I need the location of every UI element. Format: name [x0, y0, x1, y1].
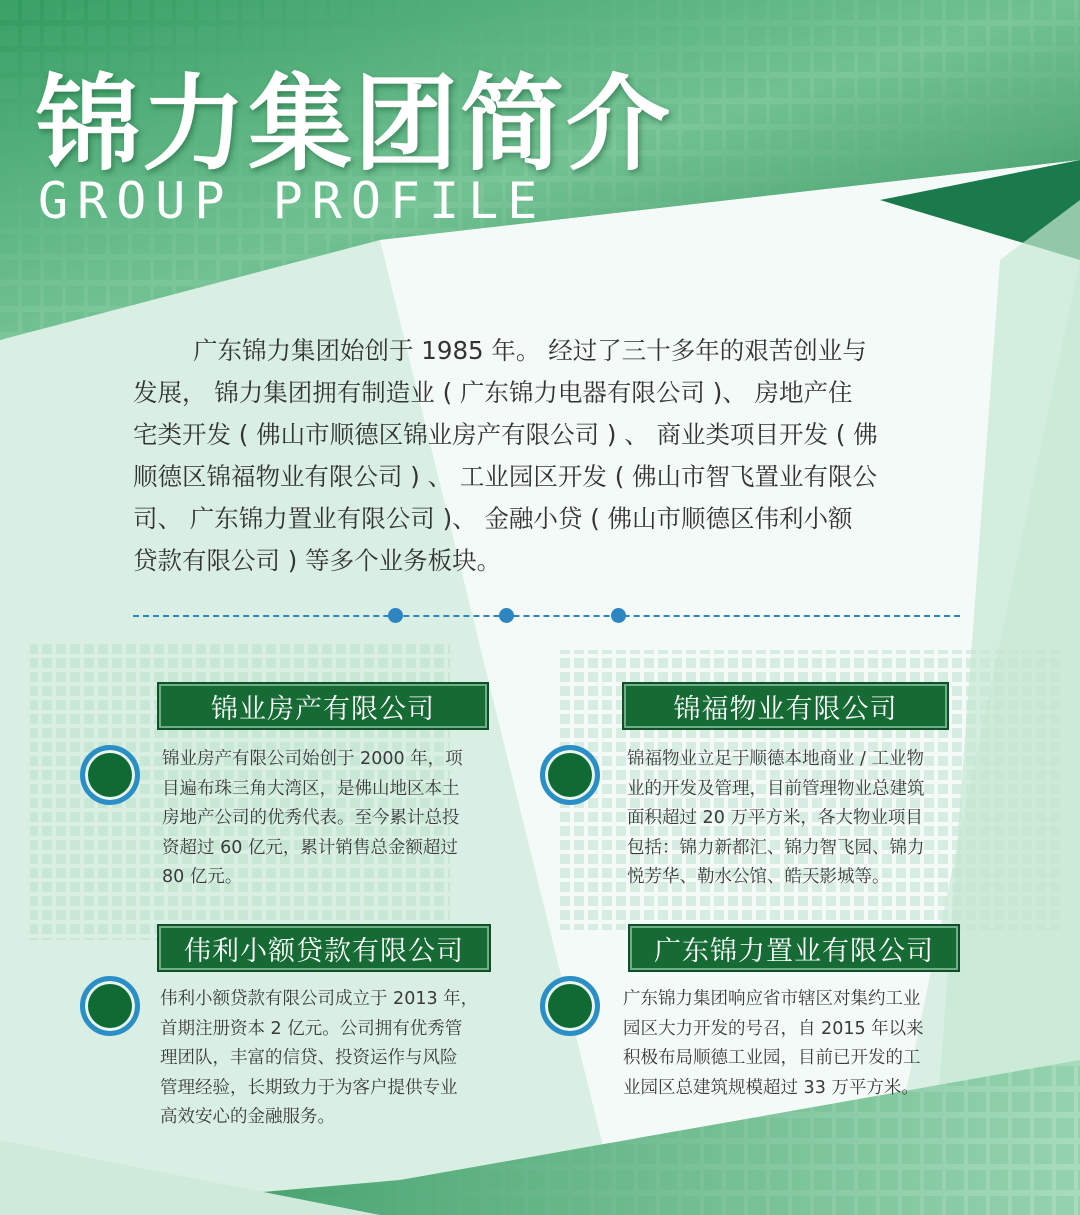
dashed-divider	[133, 615, 960, 617]
intro-line: 发展， 锦力集团拥有制造业 ( 广东锦力电器有限公司 )、 房地产住	[133, 378, 853, 407]
company-desc-weili	[160, 985, 478, 1133]
divider-dot	[499, 608, 514, 623]
desc-line: 积极布局顺德工业园，目前已开发的工	[623, 1048, 921, 1068]
desc-line: 80 亿元。	[162, 867, 243, 887]
desc-line: 理团队，丰富的信贷、投资运作与风险	[160, 1048, 458, 1068]
company-desc-jinfu	[627, 745, 925, 893]
bullet-circle-icon	[80, 745, 140, 805]
intro-line: 贷款有限公司 ) 等多个业务板块。	[133, 546, 502, 575]
bullet-circle-icon	[540, 976, 600, 1036]
company-desc-jinye	[162, 745, 463, 893]
divider-dot	[611, 608, 626, 623]
desc-line: 业的开发及管理，目前管理物业总建筑	[627, 778, 925, 799]
divider-dot	[388, 608, 403, 623]
desc-line: 面积超过 20 万平方米，各大物业项目	[627, 808, 923, 828]
page-subtitle: GROUP PROFILE	[38, 172, 547, 230]
intro-line: 顺德区锦福物业有限公司 ) 、 工业园区开发 ( 佛山市智飞置业有限公	[133, 462, 878, 491]
desc-line: 锦业房产有限公司始创于 2000 年，项	[162, 749, 463, 769]
desc-line: 目遍布珠三角大湾区，是佛山地区本土	[162, 778, 460, 799]
company-desc-guangdong-jinli	[623, 985, 924, 1103]
bullet-circle-icon	[80, 976, 140, 1036]
desc-line: 管理经验，长期致力于为客户提供专业	[160, 1077, 458, 1098]
company-title-guangdong-jinli: 广东锦力置业有限公司	[628, 924, 960, 972]
desc-line: 锦福物业立足于顺德本地商业 / 工业物	[627, 749, 925, 769]
desc-line: 高效安心的金融服务。	[160, 1107, 335, 1127]
desc-line: 伟利小额贷款有限公司成立于 2013 年，	[160, 989, 479, 1009]
desc-line: 房地产公司的优秀代表。至今累计总投	[162, 808, 460, 828]
desc-line: 包括：锦力新都汇、锦力智飞园、锦力	[627, 837, 925, 858]
company-title-jinye: 锦业房产有限公司	[157, 682, 489, 730]
desc-line: 广东锦力集团响应省市辖区对集约工业	[623, 989, 921, 1009]
desc-line: 悦芳华、勒水公馆、皓天影城等。	[627, 867, 890, 887]
desc-line: 首期注册资本 2 亿元。公司拥有优秀管	[160, 1018, 463, 1039]
company-title-weili: 伟利小额贷款有限公司	[157, 924, 491, 972]
intro-line: 司、 广东锦力置业有限公司 )、 金融小贷 ( 佛山市顺德区伟利小额	[133, 504, 853, 533]
bullet-circle-icon	[540, 745, 600, 805]
page-title: 锦力集团简介	[36, 62, 673, 185]
intro-line: 宅类开发 ( 佛山市顺德区锦业房产有限公司 ) 、 商业类项目开发 ( 佛	[133, 420, 878, 449]
intro-line: 广东锦力集团始创于 1985 年。 经过了三十多年的艰苦创业与	[193, 336, 867, 365]
desc-line: 园区大力开发的号召，自 2015 年以来	[623, 1018, 924, 1039]
intro-paragraph	[133, 330, 973, 582]
desc-line: 业园区总建筑规模超过 33 万平方米。	[623, 1077, 919, 1098]
desc-line: 资超过 60 亿元，累计销售总金额超过	[162, 837, 458, 858]
company-title-jinfu: 锦福物业有限公司	[622, 682, 949, 730]
